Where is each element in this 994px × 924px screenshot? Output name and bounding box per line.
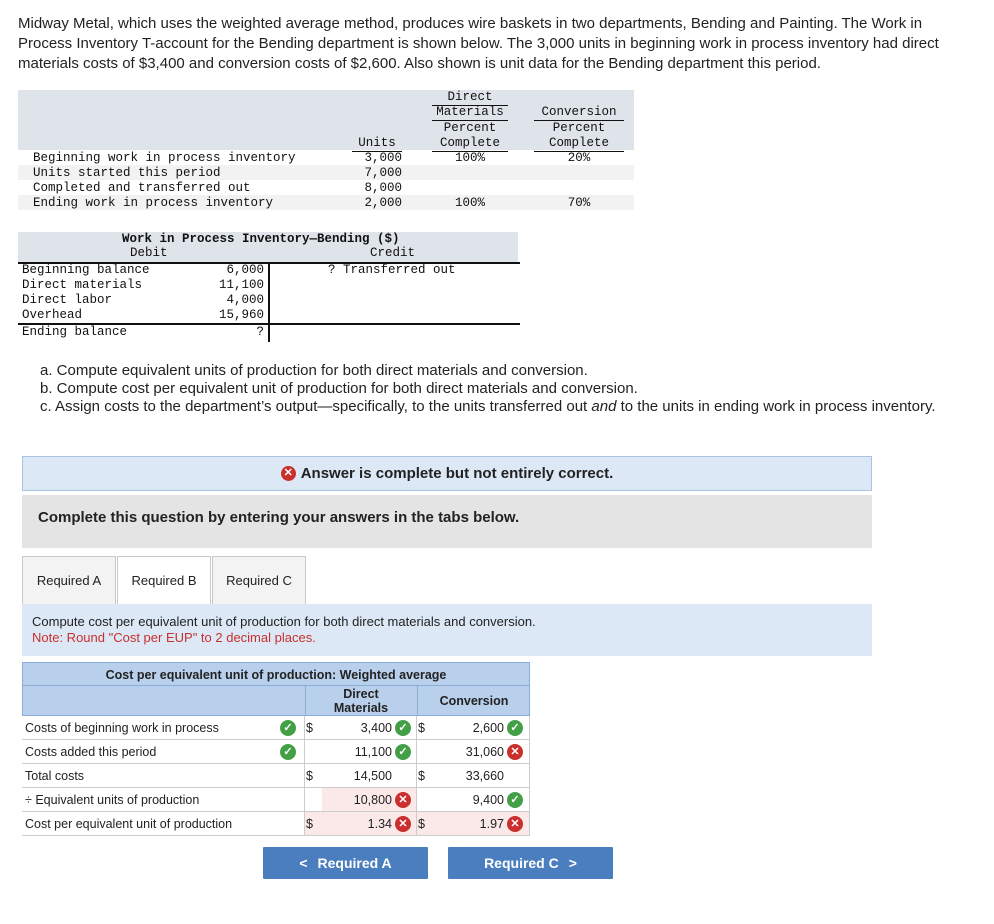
debit-entry-value: 11,100: [218, 278, 264, 292]
dm-input[interactable]: 1.34: [367, 817, 392, 831]
dm-header-2: Materials: [432, 105, 508, 121]
tab-required-c[interactable]: Required C: [212, 556, 306, 604]
incorrect-icon: ✕: [281, 466, 296, 481]
question-list: [40, 362, 940, 416]
next-required-c-button[interactable]: Required C >: [448, 847, 613, 879]
answer-status-text: Answer is complete but not entirely correct.: [300, 465, 614, 482]
conv-header-3: Complete: [534, 136, 624, 152]
t-account-title: Work in Process Inventory—Bending ($): [122, 232, 400, 246]
debit-label: Debit: [130, 246, 168, 260]
debit-entry-label: Direct materials: [22, 278, 143, 292]
incorrect-icon: ✕: [395, 816, 411, 832]
row-label: ÷ Equivalent units of production: [25, 793, 200, 807]
row-label: Units started this period: [33, 166, 221, 180]
question-c: c. Assign costs to the department’s output—specifically, to the units transferred out and to the units in ending work in process inventory.: [40, 398, 936, 415]
currency-symbol: $: [306, 769, 313, 783]
tab-required-a[interactable]: Required A: [22, 556, 116, 604]
row-units: 3,000: [364, 151, 402, 165]
currency-symbol: $: [418, 769, 425, 783]
dm-header-3: Percent: [443, 121, 497, 135]
rounding-note: Note: Round "Cost per EUP" to 2 decimal places.: [32, 630, 316, 645]
currency-symbol: $: [306, 721, 313, 735]
table-row: [22, 716, 530, 740]
check-icon: ✓: [395, 720, 411, 736]
check-icon: ✓: [507, 792, 523, 808]
credit-label: Credit: [370, 246, 416, 260]
units-header: Units: [352, 136, 402, 152]
row-units: 2,000: [364, 196, 402, 210]
debit-entry-value: 4,000: [226, 293, 264, 307]
tab-required-b[interactable]: Required B: [117, 556, 211, 604]
row-dm: 100%: [454, 196, 485, 210]
prev-required-a-button[interactable]: < Required A: [263, 847, 428, 879]
question-b: b. Compute cost per equivalent unit of production for both direct materials and conversion.: [40, 380, 638, 397]
dm-input[interactable]: 3,400: [360, 721, 392, 735]
instruction-text: Compute cost per equivalent unit of production for both direct materials and conversion.: [32, 614, 536, 629]
row-label: Cost per equivalent unit of production: [25, 817, 233, 831]
dm-header-1: Direct: [432, 90, 508, 106]
problem-intro: Midway Metal, which uses the weighted average method, produces wire baskets in two departments, Bending and Painting. The Work in Process Inventory T-account for the Bending department is shown below. The 3,000 units in beginning work in process inventory had direct materials costs of $3,400 and conversion costs of $2,600. Also shown is unit data for the Bending department this period.: [18, 15, 939, 72]
col-conv-header: Conversion: [439, 694, 509, 708]
complete-prompt: Complete this question by entering your answers in the tabs below.: [22, 495, 872, 548]
row-dm: 100%: [454, 151, 485, 165]
dm-total: 14,500: [353, 769, 392, 783]
currency-symbol: $: [306, 817, 313, 831]
col-dm-header-2: Materials: [333, 701, 389, 715]
row-units: 7,000: [364, 166, 402, 180]
incorrect-icon: ✕: [507, 744, 523, 760]
incorrect-icon: ✕: [507, 816, 523, 832]
dm-header-4: Complete: [432, 136, 508, 152]
debit-entry-label: Direct labor: [22, 293, 113, 307]
dm-input[interactable]: 10,800: [353, 793, 392, 807]
check-icon: ✓: [507, 720, 523, 736]
dm-input[interactable]: 11,100: [354, 745, 392, 759]
conv-input[interactable]: 9,400: [472, 793, 504, 807]
row-label: Completed and transferred out: [33, 181, 251, 195]
debit-entry-label: Beginning balance: [22, 263, 150, 277]
row-conv: 20%: [567, 151, 591, 165]
table-row: [22, 788, 530, 812]
row-conv: 70%: [567, 196, 591, 210]
row-label: Total costs: [25, 769, 85, 783]
row-label: Costs added this period: [25, 745, 157, 759]
check-icon: ✓: [280, 720, 296, 736]
question-a: a. Compute equivalent units of production for both direct materials and conversion.: [40, 362, 588, 379]
ending-balance-value: ?: [256, 325, 264, 339]
row-label: Beginning work in process inventory: [33, 151, 296, 165]
table-row: [22, 812, 530, 836]
conv-header-2: Percent: [552, 121, 606, 135]
currency-symbol: $: [418, 817, 425, 831]
debit-entry-value: 6,000: [226, 263, 264, 277]
debit-entry-value: 15,960: [218, 308, 264, 322]
incorrect-icon: ✕: [395, 792, 411, 808]
col-dm-header-1: Direct: [343, 687, 379, 701]
check-icon: ✓: [395, 744, 411, 760]
cpe-table-title: Cost per equivalent unit of production: Weighted average: [22, 662, 530, 686]
tab-instructions: [22, 604, 872, 656]
table-row: [22, 764, 530, 788]
currency-symbol: $: [418, 721, 425, 735]
chevron-right-icon: >: [568, 855, 577, 871]
conv-input[interactable]: 2,600: [472, 721, 504, 735]
row-label: Ending work in process inventory: [33, 196, 274, 210]
row-units: 8,000: [364, 181, 402, 195]
ending-balance-label: Ending balance: [22, 325, 128, 339]
row-label: Costs of beginning work in process: [25, 721, 219, 735]
credit-entry: ? Transferred out: [328, 263, 456, 277]
cpe-table-header: [22, 686, 530, 716]
table-row: [22, 740, 530, 764]
conv-total: 33,660: [465, 769, 504, 783]
answer-status-banner: [22, 456, 872, 491]
wip-t-account: [18, 232, 520, 342]
conv-input[interactable]: 31,060: [465, 745, 504, 759]
chevron-left-icon: <: [299, 855, 308, 871]
check-icon: ✓: [280, 744, 296, 760]
conv-header-1: Conversion: [534, 105, 624, 121]
conv-input[interactable]: 1.97: [479, 817, 504, 831]
debit-entry-label: Overhead: [22, 308, 83, 322]
